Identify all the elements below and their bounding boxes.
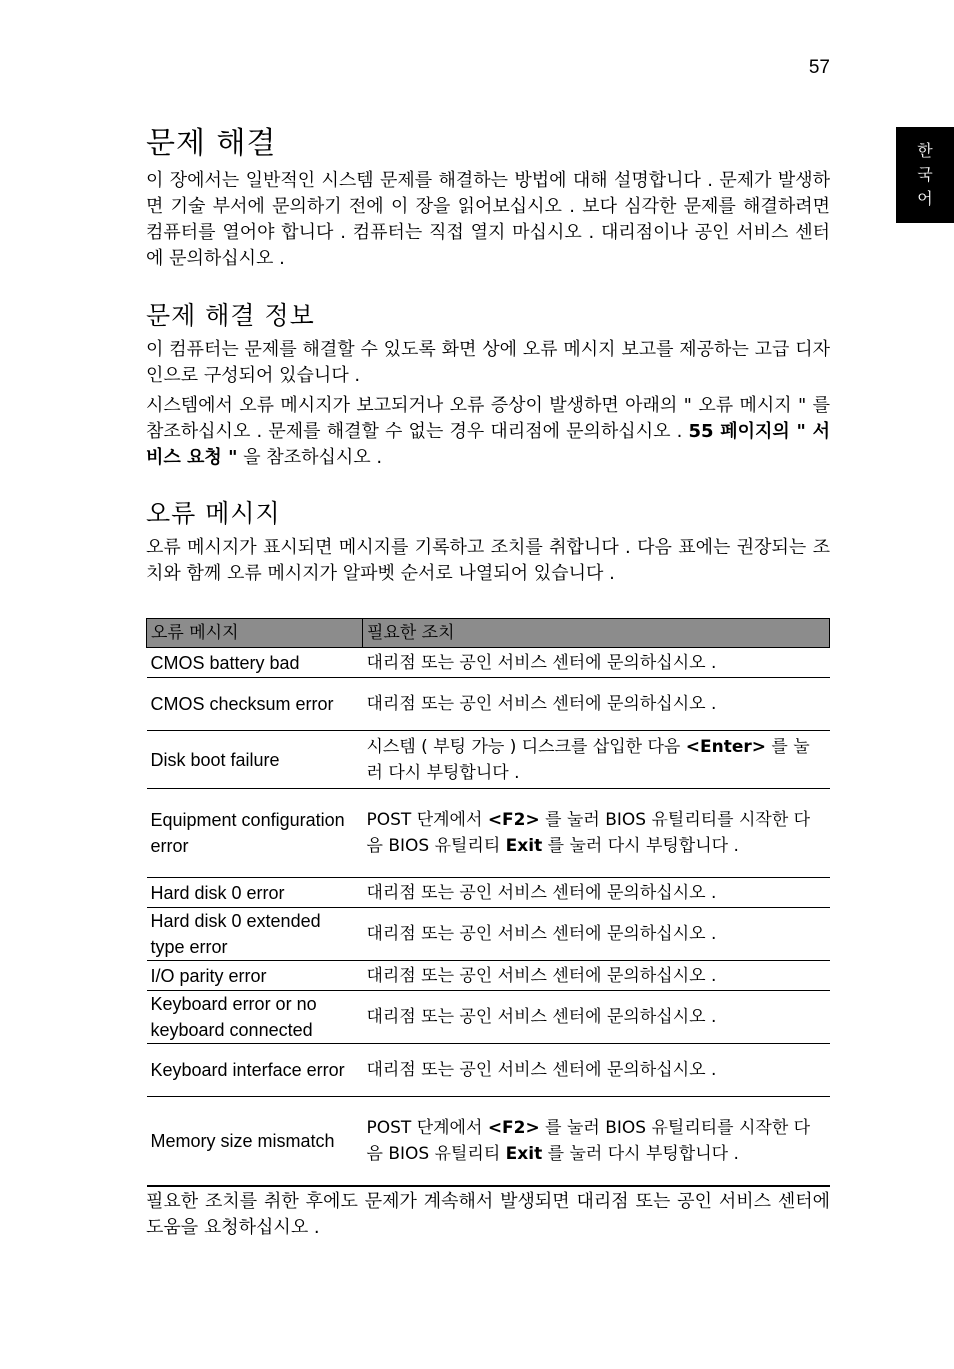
action-cell	[363, 789, 830, 878]
action-text: 를 눌러 BIOS 유틸리티를 시작한 다음 BIOS 유틸리티	[366, 1118, 811, 1164]
lang-tab-char: 어	[917, 189, 933, 208]
header-action: 필요한 조치	[363, 619, 830, 648]
header-error-message: 오류 메시지	[147, 619, 363, 648]
table-row	[147, 678, 830, 731]
error-message-cell: CMOS checksum error	[147, 678, 363, 731]
error-message-cell: Disk boot failure	[147, 731, 363, 789]
action-cell: 대리점 또는 공인 서비스 센터에 문의하십시오 .	[363, 961, 830, 991]
lang-tab-char: 국	[917, 165, 933, 184]
error-message-table	[146, 618, 830, 1187]
exit-label: Exit	[505, 1144, 543, 1164]
error-message-cell: Hard disk 0 error	[147, 878, 363, 908]
action-cell	[363, 1097, 830, 1187]
table-row	[147, 731, 830, 789]
action-text-end: 를 눌러 다시 부팅합니다 .	[366, 736, 810, 783]
section-heading-troubleshooting-tips: 문제 해결 정보	[146, 301, 315, 330]
error-message-cell: CMOS battery bad	[147, 648, 363, 678]
service-reference: 55 페이지의 " 서비스 요청 "	[146, 421, 830, 468]
section-heading-error-messages: 오류 메시지	[146, 499, 281, 528]
action-cell	[363, 731, 830, 789]
action-cell: 대리점 또는 공인 서비스 센터에 문의하십시오 .	[363, 678, 830, 731]
page-number: 57	[808, 57, 830, 78]
table-header-row	[147, 619, 830, 648]
action-text: POST 단계에서	[366, 1118, 488, 1138]
page-title: 문제 해결	[146, 126, 277, 161]
action-cell: 대리점 또는 공인 서비스 센터에 문의하십시오 .	[363, 991, 830, 1044]
exit-label: Exit	[505, 836, 543, 856]
table-row	[147, 1097, 830, 1187]
intro-paragraph: 이 장에서는 일반적인 시스템 문제를 해결하는 방법에 대해 설명합니다 . 문제가 발생하면 기술 부서에 문의하기 전에 이 장을 읽어보십시오 . 보다 심각한 문제를 해결하려면 컴퓨터를 열어야 합니다 . 컴퓨터는 직접 열지 마십시오 . 대리점이나 공인 서비스 센터에 문의하십시오 .	[146, 170, 830, 269]
error-message-cell: Hard disk 0 extended type error	[147, 908, 363, 961]
table-row	[147, 878, 830, 908]
action-cell: 대리점 또는 공인 서비스 센터에 문의하십시오 .	[363, 1044, 830, 1097]
action-cell: 대리점 또는 공인 서비스 센터에 문의하십시오 .	[363, 878, 830, 908]
language-tab	[896, 127, 954, 223]
table-row	[147, 789, 830, 878]
table-row	[147, 648, 830, 678]
tips-text-end: 을 참조하십시오 .	[237, 447, 383, 468]
enter-key: <Enter>	[685, 736, 766, 757]
action-text-end: 를 눌러 다시 부팅합니다 .	[542, 1144, 739, 1164]
error-message-cell: Keyboard interface error	[147, 1044, 363, 1097]
action-text: POST 단계에서	[366, 810, 488, 830]
tips-paragraph-2	[146, 393, 830, 471]
error-message-cell: Equipment configuration error	[147, 789, 363, 878]
f2-key: <F2>	[487, 1118, 540, 1138]
table-row	[147, 1044, 830, 1097]
action-text: 를 눌러 BIOS 유틸리티를 시작한 다음 BIOS 유틸리티	[366, 810, 811, 856]
error-message-cell: Memory size mismatch	[147, 1097, 363, 1187]
error-message-cell: I/O parity error	[147, 961, 363, 991]
table-row	[147, 961, 830, 991]
table-row	[147, 908, 830, 961]
error-message-cell: Keyboard error or no keyboard connected	[147, 991, 363, 1044]
lang-tab-char: 한	[917, 141, 933, 160]
error-messages-paragraph: 오류 메시지가 표시되면 메시지를 기록하고 조치를 취합니다 . 다음 표에는 권장되는 조치와 함께 오류 메시지가 알파벳 순서로 나열되어 있습니다 .	[146, 537, 830, 584]
table-row	[147, 991, 830, 1044]
action-text: 시스템 ( 부팅 가능 ) 디스크를 삽입한 다음	[366, 736, 686, 757]
footer-paragraph: 필요한 조치를 취한 후에도 문제가 계속해서 발생되면 대리점 또는 공인 서비스 센터에 도움을 요청하십시오 .	[146, 1191, 830, 1238]
action-cell: 대리점 또는 공인 서비스 센터에 문의하십시오 .	[363, 648, 830, 678]
tips-paragraph-1: 이 컴퓨터는 문제를 해결할 수 있도록 화면 상에 오류 메시지 보고를 제공하는 고급 디자인으로 구성되어 있습니다 .	[146, 339, 830, 386]
f2-key: <F2>	[487, 810, 540, 830]
action-text-end: 를 눌러 다시 부팅합니다 .	[542, 836, 739, 856]
tips-text: 시스템에서 오류 메시지가 보고되거나 오류 증상이 발생하면 아래의 " 오류 메시지 " 를 참조하십시오 . 문제를 해결할 수 없는 경우 대리점에 문의하십시오 .	[146, 395, 830, 442]
action-cell: 대리점 또는 공인 서비스 센터에 문의하십시오 .	[363, 908, 830, 961]
